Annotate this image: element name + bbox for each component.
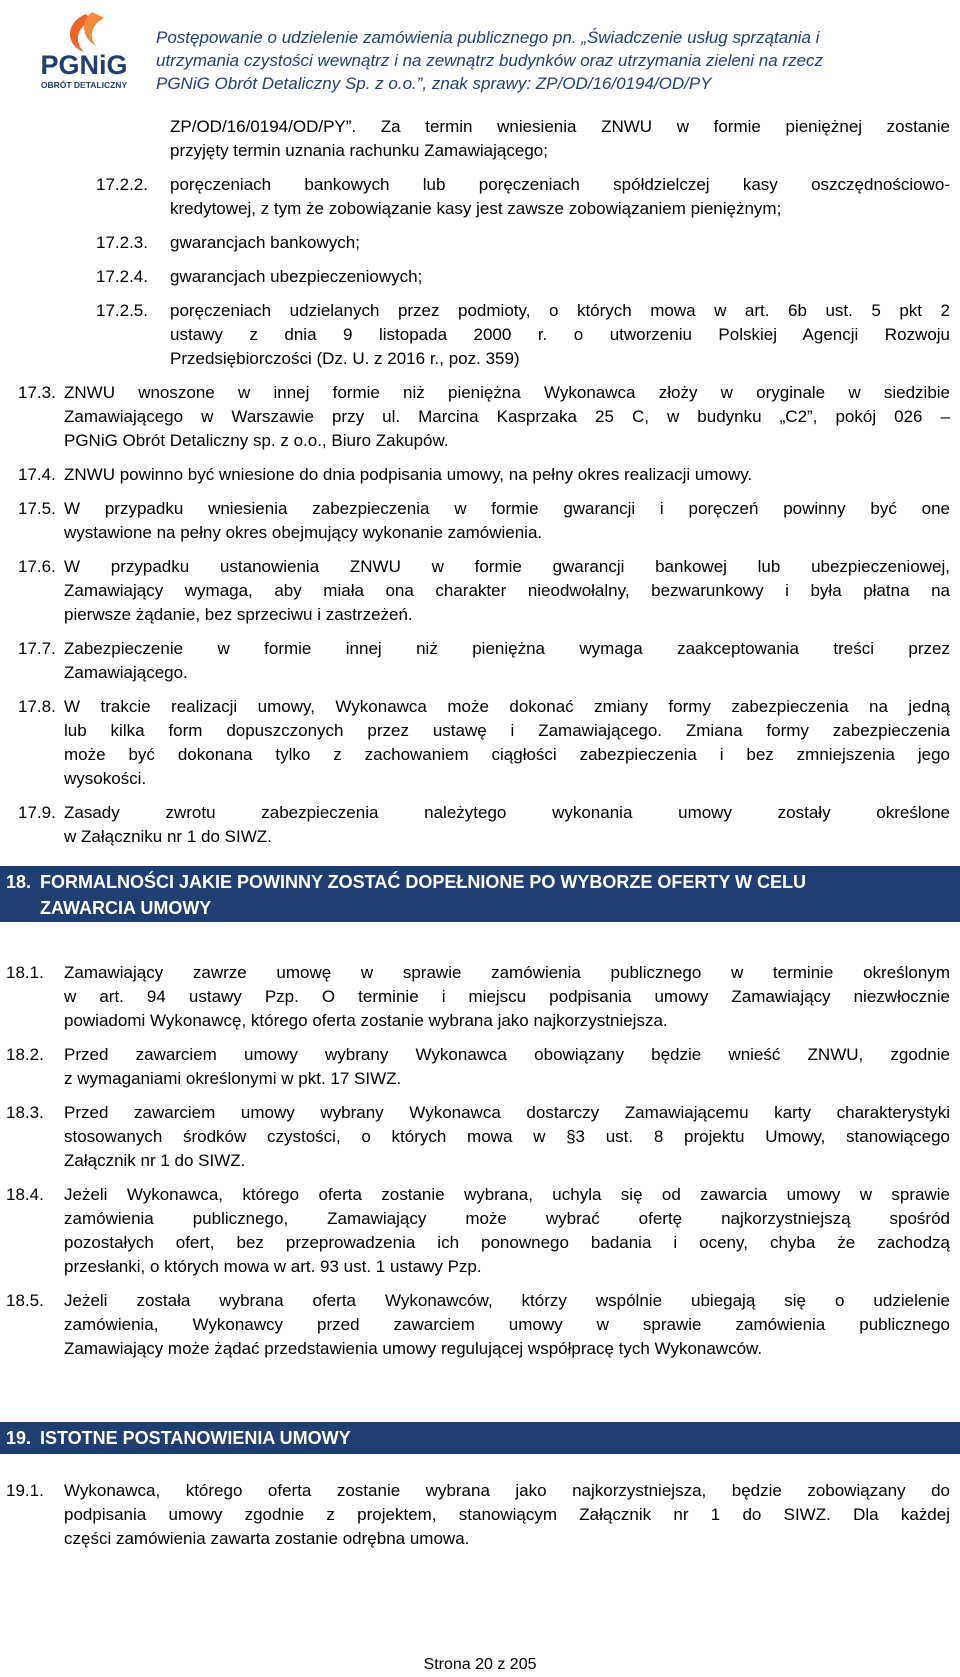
body-line: poręczeniach bankowych lub poręczeniach spółdzielczej kasy oszczędnościowo- (170, 175, 950, 194)
body-line: Przed zawarciem umowy wybrany Wykonawca dostarczy Zamawiającemu karty charakterystyki (64, 1103, 950, 1122)
item-number: 18.4. (6, 1185, 44, 1204)
body-line: Zamawiającego. (64, 663, 188, 682)
body-line: ZNWU wnoszone w innej formie niż pieniężna Wykonawca złoży w oryginale w siedzibie (64, 383, 950, 402)
item-number: 18.5. (6, 1291, 44, 1310)
body-line: pozostałych ofert, bez przeprowadzenia ich ponownego badania i oceny, chyba że zachodzą (64, 1233, 950, 1252)
body-line: gwarancjach bankowych; (170, 233, 360, 252)
item-number: 17.3. (18, 383, 56, 402)
body-line: pierwsze żądanie, bez sprzeciwu i zastrzeżeń. (64, 605, 413, 624)
item-number: 19.1. (6, 1481, 44, 1500)
item-number: 18.1. (6, 963, 44, 982)
pgnig-logo (26, 8, 142, 94)
item-number: 17.4. (18, 465, 56, 484)
body-line: z wymaganiami określonymi w pkt. 17 SIWZ. (64, 1069, 402, 1088)
body-line: w Załączniku nr 1 do SIWZ. (64, 827, 272, 846)
body-line: wystawione na pełny okres obejmujący wykonanie zamówienia. (64, 523, 543, 542)
body-line: W trakcie realizacji umowy, Wykonawca może dokonać zmiany formy zabezpieczenia na jedną (64, 697, 950, 716)
item-number: 18.2. (6, 1045, 44, 1064)
body-line: ustawy z dnia 9 listopada 2000 r. o utworzeniu Polskiej Agencji Rozwoju (170, 325, 950, 344)
section-heading (0, 866, 960, 922)
section-number: 19. (6, 1428, 32, 1448)
body-line: podpisania umowy zgodnie z projektem, stanowiącym Załącznik nr 1 do SIWZ. Dla każdej (64, 1505, 950, 1524)
item-number: 17.9. (18, 803, 56, 822)
body-line: Przedsiębiorczości (Dz. U. z 2016 r., poz. 359) (170, 349, 520, 368)
body-line: Przed zawarciem umowy wybrany Wykonawca obowiązany będzie wnieść ZNWU, zgodnie (64, 1045, 950, 1064)
body-line: przyjęty termin uznania rachunku Zamawiającego; (170, 141, 548, 160)
body-line: Zamawiający zawrze umowę w sprawie zamówienia publicznego w terminie określonym (64, 963, 950, 982)
body-line: Zamawiający może żądać przedstawienia umowy regulującej współpracę tych Wykonawców. (64, 1339, 763, 1358)
section-title-line: ISTOTNE POSTANOWIENIA UMOWY (40, 1428, 351, 1448)
body-line: Zamawiający wymaga, aby miała ona charakter nieodwołalny, bezwarunkowy i była płatna na (64, 581, 950, 600)
section-number: 18. (6, 872, 32, 892)
body-line: Wykonawca, którego oferta zostanie wybrana jako najkorzystniejsza, będzie zobowiązany do (64, 1481, 950, 1500)
header-line: Postępowanie o udzielenie zamówienia publicznego pn. „Świadczenie usług sprzątania i (156, 28, 820, 47)
section-heading (0, 1422, 960, 1454)
body-line: Zabezpieczenie w formie innej niż pieniężna wymaga zaakceptowania treści przez (64, 639, 950, 658)
section-title-line: ZAWARCIA UMOWY (40, 898, 212, 918)
body-line: ZNWU powinno być wniesione do dnia podpisania umowy, na pełny okres realizacji umowy. (64, 465, 753, 484)
header-line: utrzymania czystości wewnątrz i na zewnątrz budynków oraz utrzymania zieleni na rzecz (156, 51, 824, 70)
header-line: PGNiG Obrót Detaliczny Sp. z o.o.”, znak sprawy: ZP/OD/16/0194/OD/PY (156, 74, 712, 93)
body-line: Załącznik nr 1 do SIWZ. (64, 1151, 246, 1170)
body-line: W przypadku wniesienia zabezpieczenia w formie gwarancji i poręczeń powinny być one (64, 499, 950, 518)
page-header (0, 0, 960, 100)
body-line: w art. 94 ustawy Pzp. O terminie i miejscu podpisania umowy Zamawiający niezwłocznie (64, 987, 950, 1006)
body-line: W przypadku ustanowienia ZNWU w formie gwarancji bankowej lub ubezpieczeniowej, (64, 557, 950, 576)
item-number: 17.2.2. (96, 175, 148, 194)
item-number: 18.3. (6, 1103, 44, 1122)
logo-wordmark: PGNiG (40, 50, 128, 80)
body-line: wysokości. (64, 769, 147, 788)
body-line: zamówienia publicznego, Zamawiający może wybrać ofertę najkorzystniejszą spośród (64, 1209, 950, 1228)
item-number: 17.2.4. (96, 267, 148, 286)
header-title (156, 26, 946, 95)
body-line: gwarancjach ubezpieczeniowych; (170, 267, 423, 286)
body-line: Jeżeli została wybrana oferta Wykonawców, którzy wspólnie ubiegają się o udzielenie (64, 1291, 950, 1310)
item-number: 17.8. (18, 697, 56, 716)
body-line: może być dokonana tylko z zachowaniem ciągłości zabezpieczenia i bez zmniejszenia jego (64, 745, 950, 764)
item-number: 17.7. (18, 639, 56, 658)
body-line: poręczeniach udzielanych przez podmioty, o których mowa w art. 6b ust. 5 pkt 2 (170, 301, 950, 320)
item-number: 17.2.5. (96, 301, 148, 320)
item-number: 17.2.3. (96, 233, 148, 252)
body-line: stosowanych środków czystości, o których mowa w §3 ust. 8 projektu Umowy, stanowiącego (64, 1127, 950, 1146)
page-number: Strona 20 z 205 (423, 1656, 537, 1673)
item-number: 17.6. (18, 557, 56, 576)
body-line: części zamówienia zawarta zostanie odrębna umowa. (64, 1529, 470, 1548)
body-line: lub kilka form dopuszczonych przez ustawę i Zamawiającego. Zmiana formy zabezpieczenia (64, 721, 950, 740)
body-line: Zasady zwrotu zabezpieczenia należytego wykonania umowy zostały określone (64, 803, 950, 822)
body-line: zamówienia, Wykonawcy przed zawarciem umowy w sprawie zamówienia publicznego (64, 1315, 950, 1334)
body-line: powiadomi Wykonawcę, którego oferta zostanie wybrana jako najkorzystniejsza. (64, 1011, 668, 1030)
body-line: przesłanki, o których mowa w art. 93 ust. 1 ustawy Pzp. (64, 1257, 482, 1276)
body-line: PGNiG Obrót Detaliczny sp. z o.o., Biuro Zakupów. (64, 431, 449, 450)
logo-subtext: OBRÓT DETALICZNY (40, 80, 128, 90)
body-line: ZP/OD/16/0194/OD/PY”. Za termin wniesienia ZNWU w formie pieniężnej zostanie (170, 117, 950, 136)
item-number: 17.5. (18, 499, 56, 518)
body-line: Jeżeli Wykonawca, którego oferta zostanie wybrana, uchyla się od zawarcia umowy w sprawie (64, 1185, 950, 1204)
section-title-line: FORMALNOŚCI JAKIE POWINNY ZOSTAĆ DOPEŁNIONE PO WYBORZE OFERTY W CELU (40, 872, 807, 892)
body-line: kredytowej, z tym że zobowiązanie kasy jest zawsze zobowiązaniem pieniężnym; (170, 199, 782, 218)
body-line: Zamawiającego w Warszawie przy ul. Marcina Kasprzaka 25 C, w budynku „C2”, pokój 026 – (64, 407, 950, 426)
